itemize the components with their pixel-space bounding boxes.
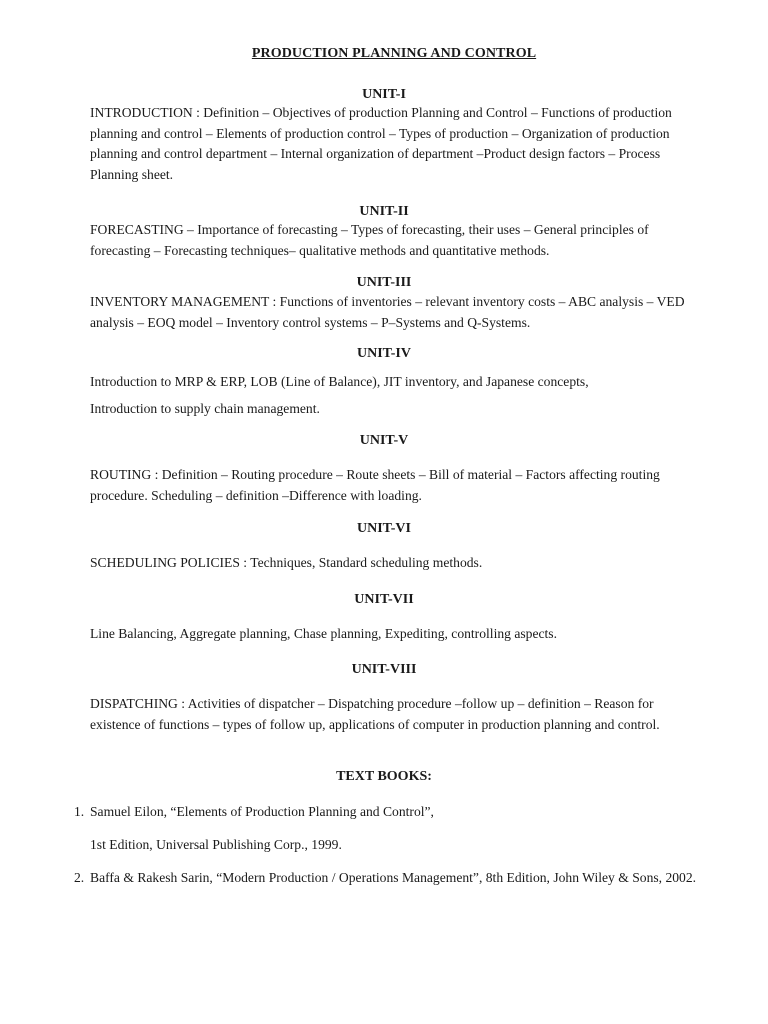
- unit-4-text-line2: Introduction to supply chain management.: [90, 401, 320, 416]
- unit-6-heading: UNIT-VI: [357, 521, 411, 536]
- textbook-2-text: Baffa & Rakesh Sarin, “Modern Production / Operations Management”, 8th Edition, John Wiley & Sons, 2002.: [90, 870, 697, 885]
- unit-8-heading: UNIT-VIII: [351, 662, 417, 677]
- unit-3-text: INVENTORY MANAGEMENT : Functions of inventories – relevant inventory costs – ABC analysis – VED analysis – EOQ model – Inventory control systems – P–Systems and Q-Systems.: [90, 294, 685, 330]
- unit-4-heading: UNIT-IV: [357, 346, 411, 361]
- unit-5-text: ROUTING : Definition – Routing procedure – Route sheets – Bill of material – Factors affecting routing procedure. Scheduling – definition –Difference with loading.: [90, 467, 660, 503]
- unit-8-text: DISPATCHING : Activities of dispatcher – Dispatching procedure –follow up – definition – Reason for existence of functions – types of follow up, applications of computer in production planning and control.: [90, 696, 660, 732]
- unit-5-heading: UNIT-V: [359, 433, 409, 448]
- unit-7-heading: UNIT-VII: [354, 592, 414, 607]
- document-title: PRODUCTION PLANNING AND CONTROL: [251, 46, 537, 61]
- textbooks-heading: TEXT BOOKS:: [336, 769, 432, 784]
- unit-1-text: INTRODUCTION : Definition – Objectives of production Planning and Control – Functions of production planning and control – Elements of production control – Types of production – Organization of production planning and control department – Internal organization of department –Product design factors – Process Planning sheet.: [90, 105, 672, 182]
- unit-6-text: SCHEDULING POLICIES : Techniques, Standard scheduling methods.: [90, 555, 483, 570]
- unit-1-heading: UNIT-I: [362, 87, 406, 102]
- textbook-1-line1: Samuel Eilon, “Elements of Production Planning and Control”,: [90, 804, 434, 819]
- textbook-1-line2: 1st Edition, Universal Publishing Corp., 1999.: [90, 837, 342, 852]
- unit-4-text-line1: Introduction to MRP & ERP, LOB (Line of Balance), JIT inventory, and Japanese concepts,: [90, 374, 589, 389]
- textbook-1-number: 1.: [74, 804, 85, 819]
- unit-3-heading: UNIT-III: [356, 275, 412, 290]
- unit-2-text: FORECASTING – Importance of forecasting – Types of forecasting, their uses – General principles of forecasting – Forecasting techniques– qualitative methods and quantitative methods.: [90, 222, 649, 258]
- unit-2-heading: UNIT-II: [359, 204, 409, 219]
- unit-7-text: Line Balancing, Aggregate planning, Chase planning, Expediting, controlling aspects.: [90, 626, 557, 641]
- textbook-2-number: 2.: [74, 870, 85, 885]
